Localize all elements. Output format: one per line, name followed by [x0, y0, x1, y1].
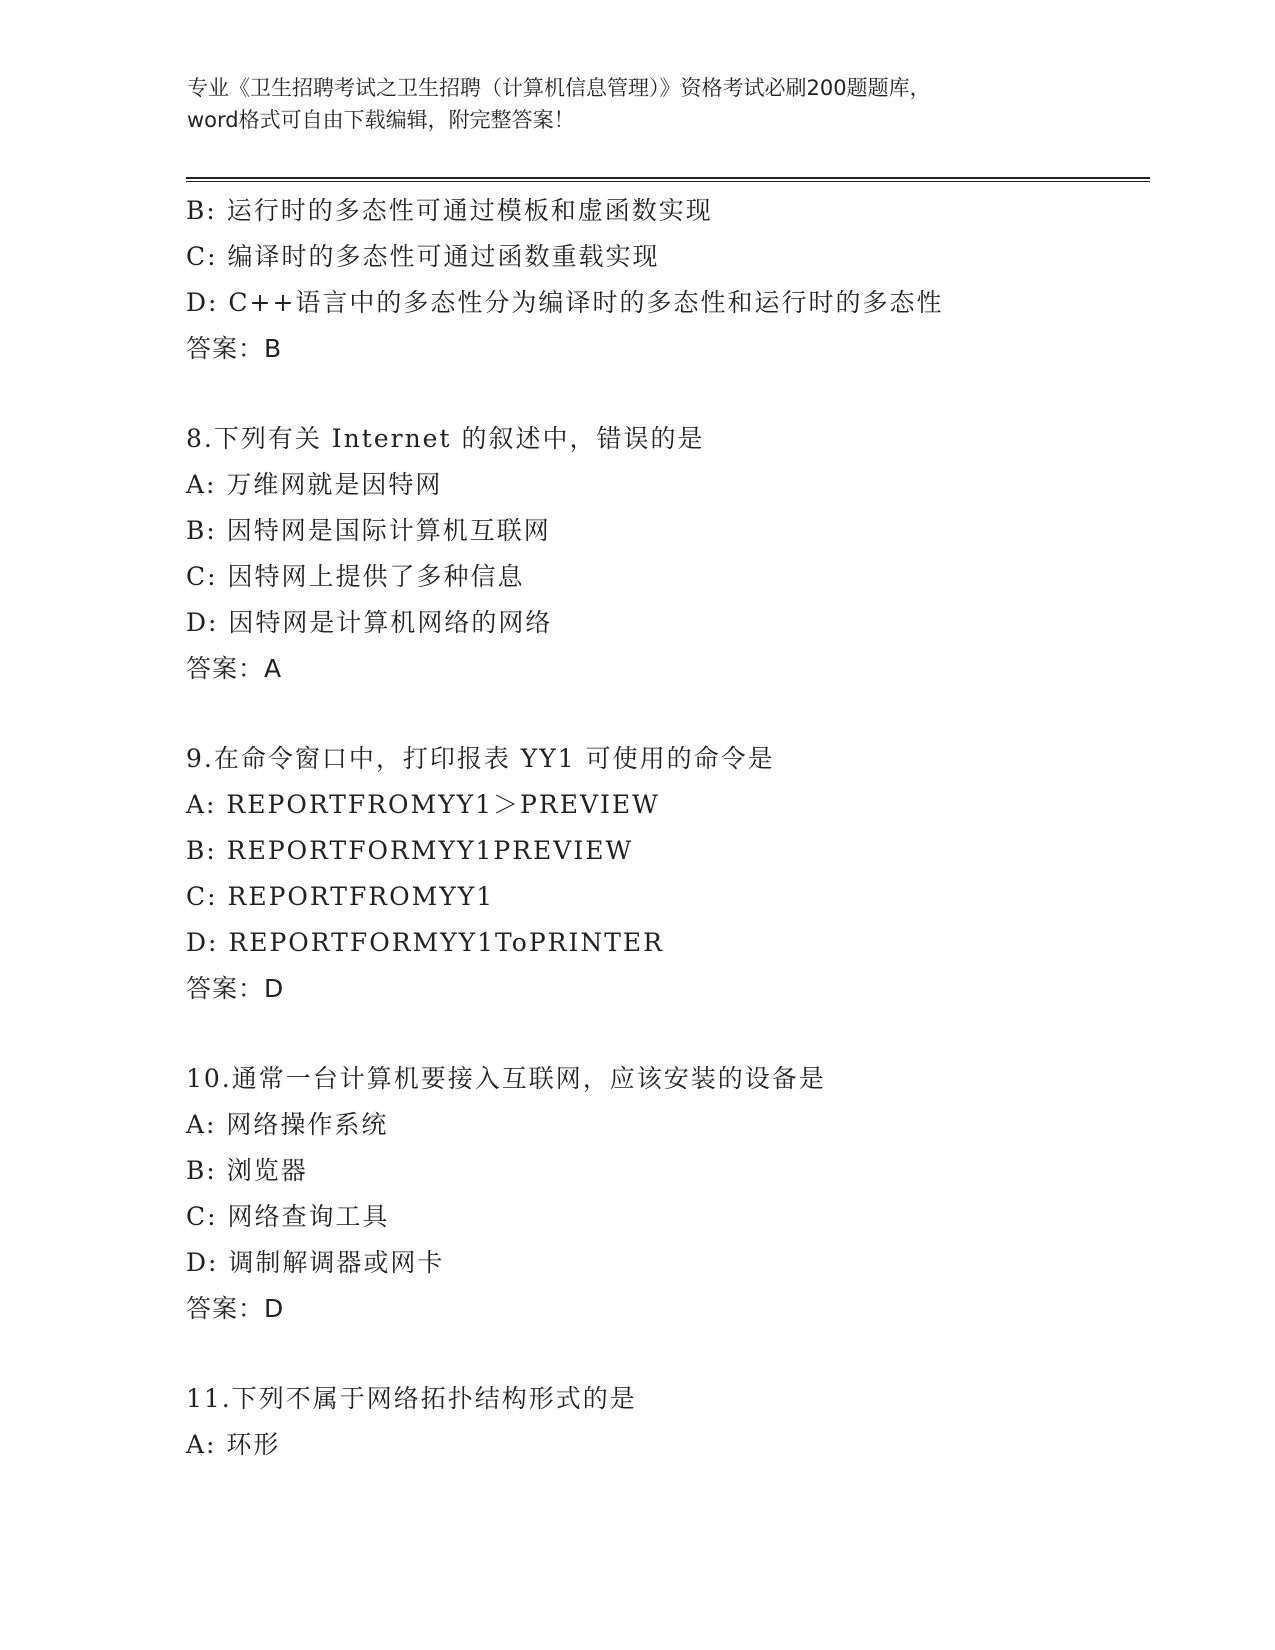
question-stem: 10.通常一台计算机要接入互联网，应该安装的设备是: [186, 1064, 826, 1093]
question-list: [186, 188, 1166, 1468]
question-stem: 8.下列有关 Internet 的叙述中，错误的是: [186, 424, 705, 453]
document-header: [187, 72, 1107, 136]
spacer: [186, 372, 1166, 416]
option-c: C: 因特网上提供了多种信息: [186, 562, 525, 591]
header-line-2: word格式可自由下载编辑，附完整答案！: [187, 108, 575, 132]
option-b: B: 因特网是国际计算机互联网: [186, 516, 551, 545]
spacer: [186, 1012, 1166, 1056]
question-9: [186, 736, 1166, 1012]
question-fragment: [186, 188, 1166, 372]
answer: 答案：D: [186, 1294, 285, 1323]
option-c: C: 编译时的多态性可通过函数重载实现: [186, 242, 660, 271]
option-b: B: REPORTFORMYY1PREVIEW: [186, 836, 634, 865]
option-c: C: 网络查询工具: [186, 1202, 390, 1231]
answer: 答案：D: [186, 974, 285, 1003]
spacer: [186, 692, 1166, 736]
option-a: A: 万维网就是因特网: [186, 470, 443, 499]
question-11: [186, 1376, 1166, 1468]
option-d: D: C++语言中的多态性分为编译时的多态性和运行时的多态性: [186, 288, 944, 317]
option-a: A: REPORTFROMYY1＞PREVIEW: [186, 790, 660, 819]
answer: 答案：A: [186, 654, 283, 683]
option-c: C: REPORTFROMYY1: [186, 882, 495, 911]
option-a: A: 环形: [186, 1430, 281, 1459]
header-divider-thin: [186, 181, 1150, 182]
option-a: A: 网络操作系统: [186, 1110, 389, 1139]
spacer: [186, 1332, 1166, 1376]
question-8: [186, 416, 1166, 692]
answer: 答案：B: [186, 334, 283, 363]
option-d: D: 因特网是计算机网络的网络: [186, 608, 553, 637]
question-stem: 11.下列不属于网络拓扑结构形式的是: [186, 1384, 637, 1413]
option-b: B: 运行时的多态性可通过模板和虚函数实现: [186, 196, 713, 225]
option-d: D: REPORTFORMYY1ToPRINTER: [186, 928, 664, 957]
option-d: D: 调制解调器或网卡: [186, 1248, 445, 1277]
option-b: B: 浏览器: [186, 1156, 308, 1185]
question-10: [186, 1056, 1166, 1332]
question-stem: 9.在命令窗口中，打印报表 YY1 可使用的命令是: [186, 744, 775, 773]
header-line-1: 专业《卫生招聘考试之卫生招聘（计算机信息管理）》资格考试必刷200题题库，: [187, 76, 931, 100]
header-divider-thick: [186, 177, 1150, 179]
